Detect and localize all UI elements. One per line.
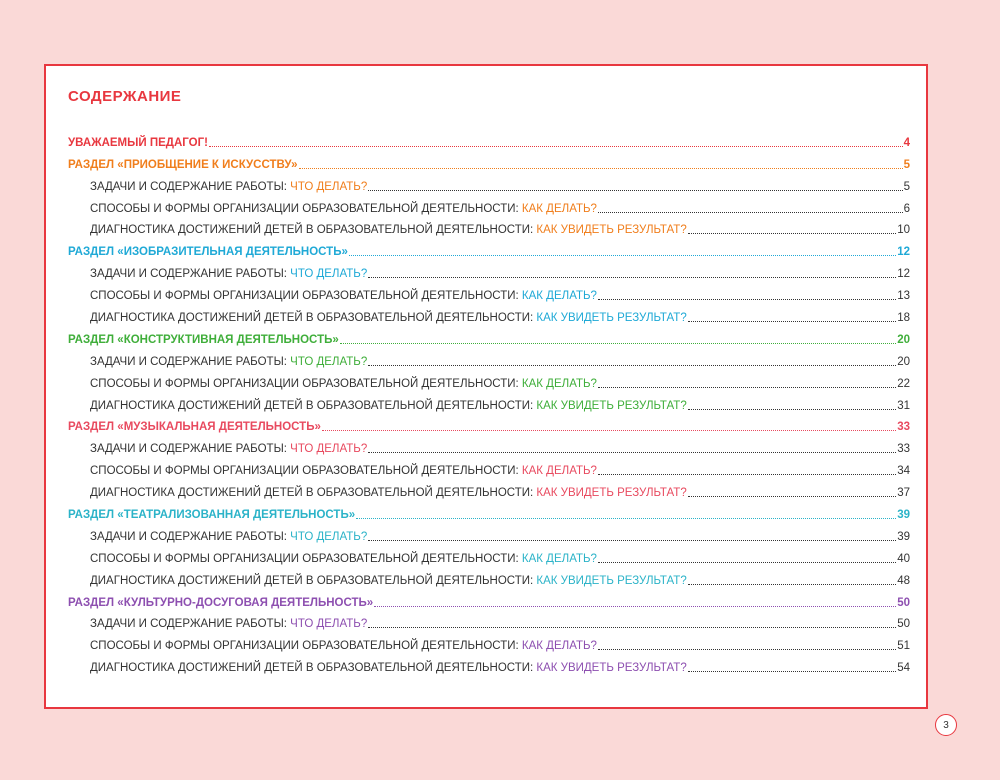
toc-entry[interactable] bbox=[68, 566, 910, 588]
toc-entry-accent: КАК УВИДЕТЬ РЕЗУЛЬТАТ? bbox=[536, 487, 687, 500]
toc-entry[interactable] bbox=[68, 281, 910, 303]
dot-leader bbox=[322, 430, 896, 431]
toc-entry-text: ДИАГНОСТИКА ДОСТИЖЕНИЙ ДЕТЕЙ В ОБРАЗОВАТЕЛЬНОЙ ДЕЯТЕЛЬНОСТИ: bbox=[90, 312, 537, 325]
toc-entry-text: ЗАДАЧИ И СОДЕРЖАНИЕ РАБОТЫ: bbox=[90, 618, 291, 631]
toc-entry-accent: ЧТО ДЕЛАТЬ? bbox=[290, 443, 368, 456]
dot-leader bbox=[688, 233, 896, 234]
toc-page-number: 22 bbox=[897, 377, 910, 390]
toc-entry[interactable] bbox=[68, 478, 910, 500]
dot-leader bbox=[688, 584, 896, 585]
toc-entry-accent: КАК ДЕЛАТЬ? bbox=[521, 377, 597, 390]
toc-page-number: 54 bbox=[897, 662, 910, 675]
dot-leader bbox=[688, 409, 896, 410]
toc-page-number: 18 bbox=[897, 312, 910, 325]
toc-page-number: 20 bbox=[897, 333, 910, 346]
toc-entry-accent: КАК ДЕЛАТЬ? bbox=[521, 552, 597, 565]
toc-entry-text: ЗАДАЧИ И СОДЕРЖАНИЕ РАБОТЫ: bbox=[90, 268, 291, 281]
toc-page-number: 40 bbox=[897, 552, 910, 565]
toc-section-heading[interactable] bbox=[68, 500, 910, 522]
toc-entry-accent: ЧТО ДЕЛАТЬ? bbox=[290, 530, 368, 543]
toc-entry-accent: КАК ДЕЛАТЬ? bbox=[521, 290, 597, 303]
toc-entry[interactable] bbox=[68, 391, 910, 413]
page-number-badge: 3 bbox=[935, 714, 957, 736]
toc-entry-accent: ЧТО ДЕЛАТЬ? bbox=[290, 618, 368, 631]
toc-entry-text: РАЗДЕЛ «КОНСТРУКТИВНАЯ ДЕЯТЕЛЬНОСТЬ» bbox=[68, 333, 339, 346]
toc-entry[interactable] bbox=[68, 631, 910, 653]
toc-entry[interactable] bbox=[68, 347, 910, 369]
toc-entry[interactable] bbox=[68, 194, 910, 216]
toc-entry-text: СПОСОБЫ И ФОРМЫ ОРГАНИЗАЦИИ ОБРАЗОВАТЕЛЬНОЙ ДЕЯТЕЛЬНОСТИ: bbox=[90, 202, 522, 215]
toc-title: СОДЕРЖАНИЕ bbox=[68, 88, 182, 105]
toc-entry-text: ДИАГНОСТИКА ДОСТИЖЕНИЙ ДЕТЕЙ В ОБРАЗОВАТЕЛЬНОЙ ДЕЯТЕЛЬНОСТИ: bbox=[90, 224, 537, 237]
dot-leader bbox=[688, 671, 896, 672]
toc-page-number: 12 bbox=[897, 268, 910, 281]
toc-entry-text: СПОСОБЫ И ФОРМЫ ОРГАНИЗАЦИИ ОБРАЗОВАТЕЛЬНОЙ ДЕЯТЕЛЬНОСТИ: bbox=[90, 552, 522, 565]
dot-leader bbox=[598, 299, 896, 300]
toc-entry-text: ЗАДАЧИ И СОДЕРЖАНИЕ РАБОТЫ: bbox=[90, 355, 291, 368]
toc-entry[interactable] bbox=[68, 456, 910, 478]
toc-entry-accent: КАК ДЕЛАТЬ? bbox=[521, 465, 597, 478]
toc-entry[interactable] bbox=[68, 369, 910, 391]
toc-page-number: 5 bbox=[903, 180, 910, 193]
dot-leader bbox=[688, 496, 896, 497]
dot-leader bbox=[209, 146, 903, 147]
toc-page-number: 31 bbox=[897, 399, 910, 412]
table-of-contents bbox=[68, 128, 910, 675]
toc-section-heading[interactable] bbox=[68, 325, 910, 347]
toc-entry-accent: КАК УВИДЕТЬ РЕЗУЛЬТАТ? bbox=[536, 574, 687, 587]
toc-entry-accent: КАК УВИДЕТЬ РЕЗУЛЬТАТ? bbox=[536, 662, 687, 675]
toc-entry[interactable] bbox=[68, 544, 910, 566]
toc-page-number: 39 bbox=[897, 509, 910, 522]
toc-page-number: 20 bbox=[897, 355, 910, 368]
dot-leader bbox=[368, 540, 896, 541]
dot-leader bbox=[368, 277, 896, 278]
dot-leader bbox=[356, 518, 896, 519]
dot-leader bbox=[688, 321, 896, 322]
toc-entry-text: СПОСОБЫ И ФОРМЫ ОРГАНИЗАЦИИ ОБРАЗОВАТЕЛЬНОЙ ДЕЯТЕЛЬНОСТИ: bbox=[90, 640, 522, 653]
toc-entry-text: ЗАДАЧИ И СОДЕРЖАНИЕ РАБОТЫ: bbox=[90, 530, 291, 543]
toc-section-heading[interactable] bbox=[68, 588, 910, 610]
toc-page-number: 37 bbox=[897, 487, 910, 500]
toc-entry-text: ДИАГНОСТИКА ДОСТИЖЕНИЙ ДЕТЕЙ В ОБРАЗОВАТЕЛЬНОЙ ДЕЯТЕЛЬНОСТИ: bbox=[90, 399, 537, 412]
toc-page-number: 50 bbox=[897, 618, 910, 631]
toc-entry[interactable] bbox=[68, 653, 910, 675]
toc-entry-accent: КАК ДЕЛАТЬ? bbox=[521, 202, 597, 215]
dot-leader bbox=[349, 255, 896, 256]
toc-entry[interactable] bbox=[68, 610, 910, 632]
toc-entry-text: ЗАДАЧИ И СОДЕРЖАНИЕ РАБОТЫ: bbox=[90, 443, 291, 456]
toc-page-number: 51 bbox=[897, 640, 910, 653]
toc-entry-text: РАЗДЕЛ «КУЛЬТУРНО-ДОСУГОВАЯ ДЕЯТЕЛЬНОСТЬ» bbox=[68, 596, 374, 609]
toc-entry[interactable] bbox=[68, 434, 910, 456]
toc-entry[interactable] bbox=[68, 172, 910, 194]
toc-page-number: 10 bbox=[897, 224, 910, 237]
toc-section-heading[interactable] bbox=[68, 150, 910, 172]
toc-page-number: 33 bbox=[897, 443, 910, 456]
dot-leader bbox=[368, 190, 902, 191]
toc-entry-text: РАЗДЕЛ «ТЕАТРАЛИЗОВАННАЯ ДЕЯТЕЛЬНОСТЬ» bbox=[68, 509, 356, 522]
toc-entry[interactable] bbox=[68, 522, 910, 544]
dot-leader bbox=[299, 168, 903, 169]
toc-entry[interactable] bbox=[68, 303, 910, 325]
toc-page-number: 39 bbox=[897, 530, 910, 543]
toc-entry-text: СПОСОБЫ И ФОРМЫ ОРГАНИЗАЦИИ ОБРАЗОВАТЕЛЬНОЙ ДЕЯТЕЛЬНОСТИ: bbox=[90, 290, 522, 303]
toc-entry-accent: ЧТО ДЕЛАТЬ? bbox=[290, 180, 368, 193]
toc-entry-text: ДИАГНОСТИКА ДОСТИЖЕНИЙ ДЕТЕЙ В ОБРАЗОВАТЕЛЬНОЙ ДЕЯТЕЛЬНОСТИ: bbox=[90, 487, 537, 500]
toc-page-number: 6 bbox=[903, 202, 910, 215]
dot-leader bbox=[368, 365, 896, 366]
toc-page-number: 12 bbox=[897, 246, 910, 259]
toc-entry[interactable] bbox=[68, 259, 910, 281]
toc-entry-accent: КАК УВИДЕТЬ РЕЗУЛЬТАТ? bbox=[536, 399, 687, 412]
toc-entry-text: ЗАДАЧИ И СОДЕРЖАНИЕ РАБОТЫ: bbox=[90, 180, 291, 193]
toc-section-heading[interactable] bbox=[68, 237, 910, 259]
toc-entry-accent: КАК УВИДЕТЬ РЕЗУЛЬТАТ? bbox=[536, 312, 687, 325]
dot-leader bbox=[368, 452, 896, 453]
toc-entry-text: СПОСОБЫ И ФОРМЫ ОРГАНИЗАЦИИ ОБРАЗОВАТЕЛЬНОЙ ДЕЯТЕЛЬНОСТИ: bbox=[90, 377, 522, 390]
toc-page-number: 33 bbox=[897, 421, 910, 434]
toc-entry-text: ДИАГНОСТИКА ДОСТИЖЕНИЙ ДЕТЕЙ В ОБРАЗОВАТЕЛЬНОЙ ДЕЯТЕЛЬНОСТИ: bbox=[90, 574, 537, 587]
toc-entry-text: РАЗДЕЛ «ИЗОБРАЗИТЕЛЬНАЯ ДЕЯТЕЛЬНОСТЬ» bbox=[68, 246, 348, 259]
toc-entry-accent: ЧТО ДЕЛАТЬ? bbox=[290, 355, 368, 368]
toc-page-number: 50 bbox=[897, 596, 910, 609]
toc-section-heading[interactable] bbox=[68, 128, 910, 150]
content-frame bbox=[44, 64, 928, 709]
toc-entry-accent: КАК УВИДЕТЬ РЕЗУЛЬТАТ? bbox=[536, 224, 687, 237]
dot-leader bbox=[374, 606, 896, 607]
toc-page-number: 48 bbox=[897, 574, 910, 587]
toc-page-number: 5 bbox=[903, 158, 910, 171]
toc-entry-accent: ЧТО ДЕЛАТЬ? bbox=[290, 268, 368, 281]
toc-page-number: 4 bbox=[903, 136, 910, 149]
toc-entry-text: СПОСОБЫ И ФОРМЫ ОРГАНИЗАЦИИ ОБРАЗОВАТЕЛЬНОЙ ДЕЯТЕЛЬНОСТИ: bbox=[90, 465, 522, 478]
toc-entry-text: РАЗДЕЛ «ПРИОБЩЕНИЕ К ИСКУССТВУ» bbox=[68, 158, 298, 171]
toc-entry-text: УВАЖАЕМЫЙ ПЕДАГОГ! bbox=[68, 136, 208, 149]
dot-leader bbox=[598, 649, 896, 650]
dot-leader bbox=[368, 627, 896, 628]
toc-entry-text: ДИАГНОСТИКА ДОСТИЖЕНИЙ ДЕТЕЙ В ОБРАЗОВАТЕЛЬНОЙ ДЕЯТЕЛЬНОСТИ: bbox=[90, 662, 537, 675]
toc-entry[interactable] bbox=[68, 216, 910, 238]
toc-entry-text: РАЗДЕЛ «МУЗЫКАЛЬНАЯ ДЕЯТЕЛЬНОСТЬ» bbox=[68, 421, 321, 434]
toc-entry-accent: КАК ДЕЛАТЬ? bbox=[521, 640, 597, 653]
toc-page-number: 13 bbox=[897, 290, 910, 303]
dot-leader bbox=[598, 474, 896, 475]
dot-leader bbox=[598, 387, 896, 388]
dot-leader bbox=[340, 343, 896, 344]
toc-page-number: 34 bbox=[897, 465, 910, 478]
dot-leader bbox=[598, 562, 896, 563]
toc-section-heading[interactable] bbox=[68, 413, 910, 435]
dot-leader bbox=[598, 212, 903, 213]
